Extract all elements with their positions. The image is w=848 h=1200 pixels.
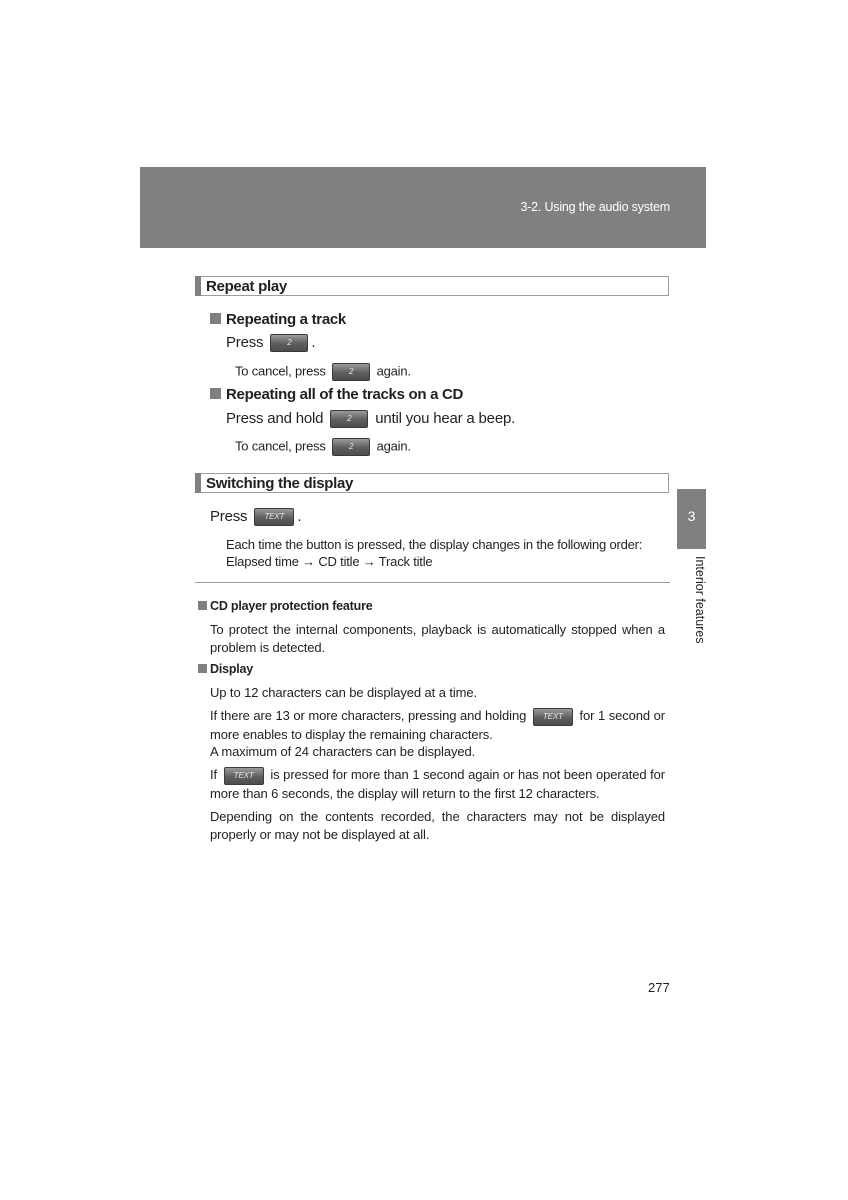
note-title-display: Display [198, 662, 253, 676]
instruction-cancel: To cancel, press 2 again. [235, 363, 411, 381]
breadcrumb: 3-2. Using the audio system [520, 200, 670, 214]
divider [195, 582, 670, 583]
chapter-number: 3 [687, 508, 696, 524]
note-title-protection: CD player protection feature [198, 599, 373, 613]
chapter-label: Interior features [693, 556, 707, 644]
section-header-repeat [195, 276, 669, 296]
square-bullet-icon [210, 313, 221, 324]
note-display-p4: Depending on the contents recorded, the characters may not be displayed properly or may not be displayed at all. [210, 809, 665, 842]
note-display-p2: If there are 13 or more characters, pressing and holding TEXT for 1 second or more enables to display the remaining characters. A maximum of 24 characters can be displayed. [210, 708, 666, 760]
instruction-press: Press 2 . [226, 334, 316, 351]
square-bullet-icon [198, 664, 207, 673]
subheading-repeat-all: Repeating all of the tracks on a CD [210, 386, 463, 403]
text-button-icon: TEXT [224, 767, 264, 785]
button-2-icon: 2 [330, 410, 368, 428]
instruction-press-hold: Press and hold 2 until you hear a beep. [226, 410, 516, 427]
text-button-icon: TEXT [254, 508, 294, 526]
chapter-header [140, 167, 706, 248]
subheading-repeat-track: Repeating a track [210, 311, 346, 328]
text-button-icon: TEXT [533, 708, 573, 726]
button-2-icon: 2 [270, 334, 308, 352]
display-order-desc: Each time the button is pressed, the display changes in the following order: [226, 537, 643, 552]
instruction-cancel: To cancel, press 2 again. [235, 438, 411, 456]
section-marker [195, 276, 201, 296]
section-header-display [195, 473, 669, 493]
section-title: Repeat play [206, 278, 287, 295]
note-text-protection: To protect the internal components, playback is automatically stopped when a problem is detected. [210, 622, 665, 655]
section-marker [195, 473, 201, 493]
section-title: Switching the display [206, 475, 354, 492]
page-number: 277 [648, 980, 670, 995]
display-order-sequence: Elapsed time → CD title → Track title [226, 554, 433, 569]
instruction-press-text: Press TEXT . [210, 508, 302, 525]
note-display-p3: If TEXT is pressed for more than 1 second again or has not been operated for more than 6 seconds, the display will return to the first 12 characters. [210, 767, 666, 801]
chapter-tab [677, 489, 706, 549]
square-bullet-icon [210, 388, 221, 399]
note-display-p1: Up to 12 characters can be displayed at a time. [210, 685, 478, 700]
square-bullet-icon [198, 601, 207, 610]
button-2-icon: 2 [332, 363, 370, 381]
button-2-icon: 2 [332, 438, 370, 456]
